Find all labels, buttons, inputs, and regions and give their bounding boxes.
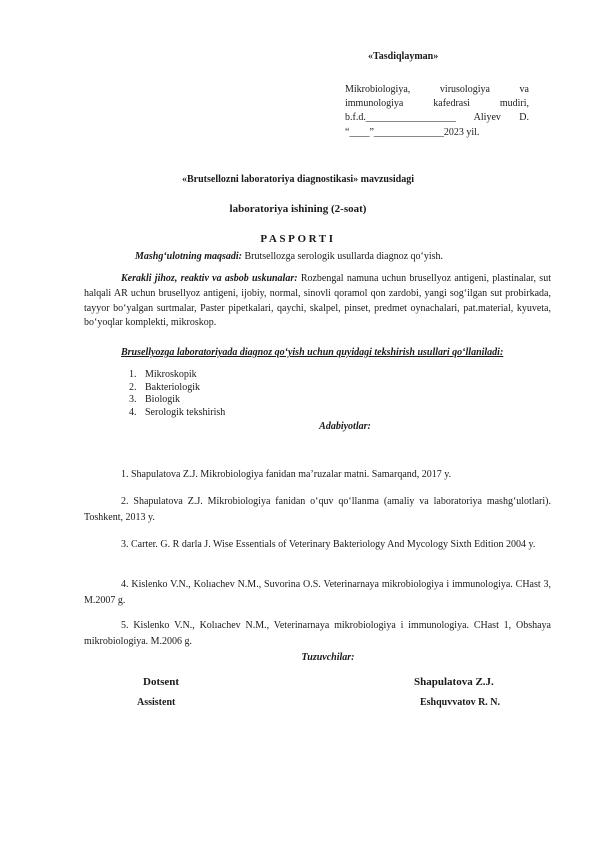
list-item (129, 382, 225, 395)
author-role: Dotsent (143, 676, 180, 688)
author-name: Eshquvvatov R. N. (420, 697, 501, 708)
approval-block (345, 83, 529, 140)
topic-title: «Brutsellozni laboratoriya diagnostikasi» mavzusidagi (182, 174, 414, 185)
list-item (129, 369, 225, 382)
approval-title: «Tasdiqlayman» (368, 51, 439, 62)
authors-title: Tuzuvchilar: (301, 652, 355, 663)
list-text: Serologik tekshirish (145, 406, 226, 418)
literature-title: Adabiyotlar: (319, 421, 371, 432)
methods-heading (84, 346, 551, 361)
list-item (129, 407, 225, 420)
equipment-label: Kerakli jihoz, reaktiv va asbob uskunalar: (121, 273, 298, 284)
approval-line: Mikrobiologiya, virusologiya va (345, 84, 529, 95)
list-number: 1. (129, 369, 137, 380)
list-text: Bakteriologik (145, 381, 200, 393)
methods-title: Brusellyozga laboratoriyada diagnoz qo‘yish uchun quyidagi tekshirish usullari qo‘llaniladi: (121, 347, 504, 358)
list-text: Biologik (145, 394, 181, 405)
work-title: laboratoriya ishining (2-soat) (229, 203, 367, 215)
author-role: Assistent (137, 697, 176, 708)
literature-item: 5. Kislenko V.N., Kolıachev N.M., Veterinarnaya mikrobiologiya i immunologiya. CHast 1, Obshaya mikrobiologiya. M.2006 g. (84, 620, 551, 647)
methods-list (129, 369, 225, 419)
literature-item: 4. Kislenko V.N., Kolıachev N.M., Suvorina O.S. Veterinarnaya mikrobiologiya i immunologiya. CHast 3, M.2007 g. (84, 579, 551, 606)
literature-item: 3. Carter. G. R darla J. Wise Essentials of Veterinary Bakteriology And Mycology Sixth Edition 2004 y. (121, 539, 536, 550)
list-number: 4. (129, 406, 137, 418)
approval-line: immunologiya kafedrasi mudiri, (345, 98, 529, 110)
aim-text: Brutsellozga serologik usullarda diagnoz qo‘yish. (241, 251, 444, 262)
approval-line: b.f.d.__________________ Aliyev D. (345, 112, 529, 124)
author-name: Shapulatova Z.J. (414, 676, 494, 688)
list-number: 3. (129, 394, 137, 405)
equipment-paragraph (84, 272, 551, 331)
approval-date-line: “____”______________2023 yil. (345, 126, 480, 138)
literature-item: 2. Shapulatova Z.J. Mikrobiologiya fanidan o‘quv qo‘llanma (amaliy va laboratoriya mashg‘ulotlari). Toshkent, 2013 y. (84, 496, 551, 523)
list-number: 2. (129, 381, 137, 393)
list-item (129, 394, 225, 407)
aim-paragraph (135, 250, 555, 265)
literature-item: 1. Shapulatova Z.J. Mikrobiologiya fanidan ma’ruzalar matni. Samarqand, 2017 y. (121, 469, 452, 480)
equipment-text: Rozbengal namuna uchun brusellyoz antigeni, plastinalar, sut halqali AR uchun brusellyoz antigeni, ijobiy, normal, sinovli qoramol qon zardobi, yangi sog‘ilgan sut probirkada, tayyor bo‘yalgan surtmalar, Paster pipetkalari, qaychi, skalpel, pinset, predmet oynachalari, pat.material, kyuveta, bo‘yoqlar komplekti, mikroskop. (84, 273, 551, 329)
list-text: Mikroskopik (145, 369, 197, 380)
passport-title: PASPORTI (260, 233, 336, 245)
aim-label: Mashg‘ulotning maqsadi: (135, 251, 242, 262)
